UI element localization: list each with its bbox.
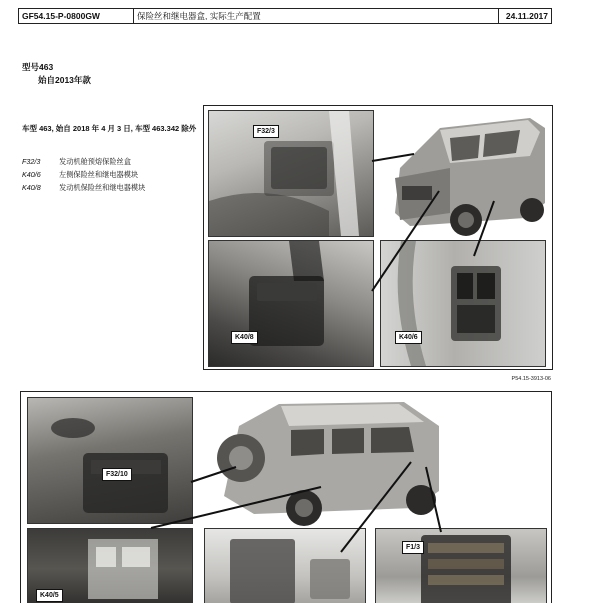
model-info [22, 61, 91, 87]
legend-code: F32/3 [22, 157, 41, 166]
legend-item [22, 181, 145, 194]
legend-code: K40/6 [22, 170, 41, 179]
callout-label: K40/5 [36, 589, 63, 602]
figure-reference: P54.15-3913-06 [511, 376, 551, 382]
document-header [18, 8, 552, 24]
leader-lines [204, 106, 552, 369]
legend-text: 左侧保险丝和继电器模块 [59, 170, 139, 179]
legend [22, 155, 145, 194]
leader-lines [21, 392, 551, 603]
document-title: 保险丝和继电器盒, 实际生产配置 [134, 9, 499, 23]
legend-text: 发动机保险丝和继电器模块 [59, 183, 146, 192]
legend-item [22, 155, 145, 168]
legend-text: 发动机舱预熔保险丝盒 [59, 157, 131, 166]
document-date: 24.11.2017 [505, 11, 548, 21]
model-since: 始自2013年款 [38, 75, 91, 85]
callout-label: F32/3 [253, 125, 279, 138]
callout-label: K40/6 [395, 331, 422, 344]
legend-item [22, 168, 145, 181]
figure-fuse-box-locations-2 [20, 391, 552, 603]
callout-label: K40/8 [231, 331, 258, 344]
callout-label: F1/3 [402, 541, 424, 554]
figure-fuse-box-locations-1 [203, 105, 553, 370]
callout-label: F32/10 [102, 468, 132, 481]
legend-code: K40/8 [22, 183, 41, 192]
validity-note: 车型 463, 始自 2018 年 4 月 3 日, 车型 463.342 除外 [22, 124, 197, 133]
model-type: 型号463 [22, 62, 54, 72]
document-code: GF54.15-P-0800GW [19, 9, 134, 23]
